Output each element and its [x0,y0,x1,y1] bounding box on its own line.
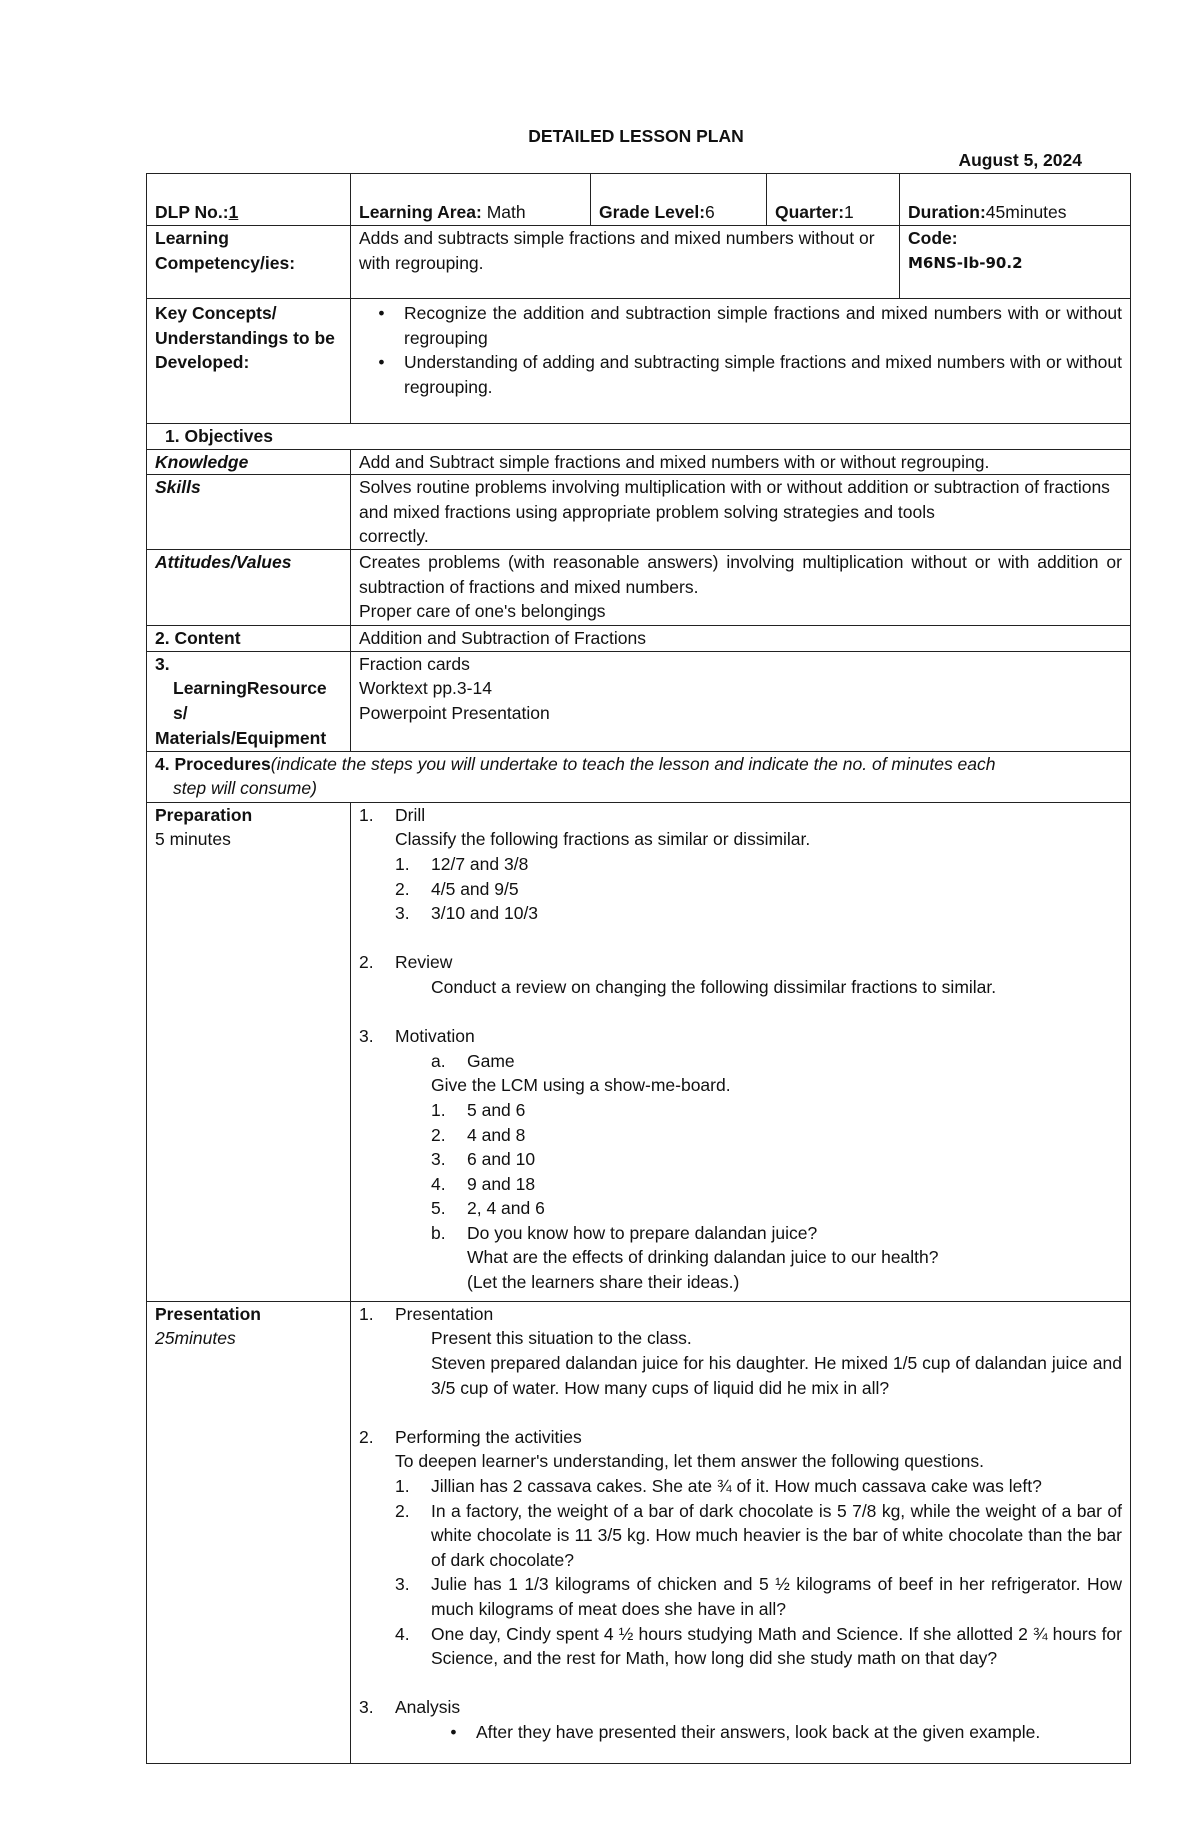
key-concepts-cell [351,299,1131,424]
quarter-cell: Quarter:1 [767,174,900,226]
list-item: Fraction cards [359,653,470,674]
key-concepts-row [147,299,1131,424]
list-item: 3. 3/10 and 10/3 [395,903,539,924]
content-text: Addition and Subtraction of Fractions [351,626,1131,652]
list-item: 2. Performing the activities [359,1426,582,1447]
procedures-heading: 4. Procedures(indicate the steps you will undertake to teach the lesson and indicate the no. of minutes each step will consume) [147,751,1131,802]
presentation-cell: 1. Presentation Present this situation to the class. Steven prepared dalandan juice for his daughter. He mixed 1/5 cup of dalandan juice and 3/5 cup of water. How many cups of liquid did he mix in all? 2. Performing the activities To deepen learner's understanding, let them answer the following questions. 1. Jillian has 2 cassava cakes. She ate ¾ of it. How much cassava cake was left? 2. In a factory, the weight of a bar of dark chocolate is 5 7/8 kg, while the weight of a bar of white chocolate is 11 3/5 kg. How much heavier is the bar of white chocolate than the bar of dark chocolate? 3. Julie has 1 1/3 kilograms of chicken and 5 ½ kilograms of beef in her refrigerator. How much kilograms of meat does she have in all? 4. One day, Cindy spent 4 ½ hours studying Math and Science. If she allotted 2 ¾ hours for Science, and the rest for Math, how long did she study math on that day? 3. Analysis • After they have presented their answers, look back at the given example. [351,1301,1131,1763]
list-item: 2. 4 and 8 [431,1124,526,1145]
preparation-time: 5 minutes [155,829,231,850]
knowledge-text: Add and Subtract simple fractions and mixed numbers with or without regrouping. [351,449,1131,475]
presentation-label: Presentation [155,1303,261,1324]
preparation-cell: 1. Drill Classify the following fractions as similar or dissimilar. 1. 12/7 and 3/8 2. 4/5 and 9/5 3. 3/10 and 10/3 2. Review Conduct a review on changing the following dissimilar fractions to similar. 3. Motivation a. Game Give the LCM using a show-me-board. 1. 5 and 6 2. 4 and 8 3. 6 and 10 4. 9 and 18 5. 2, 4 and 6 b. Do you know how to prepare dalandan juice? What are the effects of drinking dalandan juice to our health? (Let the learners share their ideas.) [351,802,1131,1301]
competency-row [147,226,1131,299]
skills-cell: Solves routine problems involving multiplication with or without addition or subtraction of fractions and mixed fractions using appropriate problem solving strategies and tools correctly. [351,475,1131,550]
preparation-row [147,802,1131,1301]
grade-level-cell: Grade Level:6 [591,174,767,226]
attitudes-cell: Creates problems (with reasonable answers) involving multiplication without or with addition or subtraction of fractions and mixed numbers. Proper care of one's belongings [351,550,1131,626]
list-item: 1. Jillian has 2 cassava cakes. She ate ¾ of it. How much cassava cake was left? [395,1475,1042,1496]
list-item: • Understanding of adding and subtracting simple fractions and mixed numbers with or without regrouping. [378,352,1122,397]
list-item: Powerpoint Presentation [359,702,550,723]
presentation-time: 25minutes [155,1328,236,1349]
presentation-row [147,1301,1131,1763]
list-item: 1. 5 and 6 [431,1099,526,1120]
document-date: August 5, 2024 [958,150,1082,170]
code-cell: Code: M6NS-Ib-90.2 [900,226,1131,299]
header-row [147,174,1131,226]
list-item: 3. Motivation [359,1026,475,1047]
list-item: 4. One day, Cindy spent 4 ½ hours studying Math and Science. If she allotted 2 ¾ hours for Science, and the rest for Math, how long did she study math on that day? [395,1623,1122,1669]
presentation-label-cell [147,1301,351,1763]
skills-text: Solves routine problems involving multiplication with or without addition or subtraction of fractions and mixed fractions using appropriate problem solving strategies and tools [359,477,1110,522]
learning-area-value: Math [481,202,526,223]
dlp-number-cell: DLP No.:1 [147,174,351,226]
list-item: 5. 2, 4 and 6 [431,1198,545,1219]
list-item: 1. Presentation [359,1303,494,1324]
list-item: 2. 4/5 and 9/5 [395,878,519,899]
list-item: • Recognize the addition and subtraction simple fractions and mixed numbers with or without regrouping [378,303,1122,348]
attitudes-label: Attitudes/Values [147,550,351,626]
competency-code: M6NS-Ib-90.2 [908,253,1023,272]
list-item: 4. 9 and 18 [431,1173,536,1194]
skills-row [147,475,1131,550]
list-item: 3. Julie has 1 1/3 kilograms of chicken and 5 ½ kilograms of beef in her refrigerator. How much kilograms of meat does she have in all? [395,1574,1122,1619]
objectives-heading-row [147,424,1131,450]
objectives-heading: 1. Objectives [147,424,1131,450]
list-item: 3. 6 and 10 [431,1149,536,1170]
learning-area-cell: Learning Area: Math [351,174,591,226]
key-concepts-label: Key Concepts/ Understandings to be Developed: [147,299,351,424]
attitudes-text: Creates problems (with reasonable answers) involving multiplication without or with addition or subtraction of fractions and mixed numbers. [359,552,1122,597]
content-label: 2. Content [147,626,351,652]
preparation-label-cell [147,802,351,1301]
knowledge-label: Knowledge [147,449,351,475]
document-title: DETAILED LESSON PLAN [528,126,744,146]
list-item: a. Game [431,1050,515,1071]
resources-list [351,651,1131,751]
resources-label: 3. LearningResource s/ Materials/Equipment [147,651,351,751]
list-item: 1. Drill [359,804,426,825]
list-item: • After they have presented their answers, look back at the given example. [450,1721,1041,1742]
dlp-number: 1 [228,202,239,223]
preparation-label: Preparation [155,804,253,825]
list-item: 2. Review [359,952,453,973]
skills-label: Skills [147,475,351,550]
knowledge-row [147,449,1131,475]
list-item: 3. Analysis [359,1697,461,1718]
list-item: Worktext pp.3-14 [359,678,492,699]
quarter-value: 1 [844,202,854,223]
resources-row [147,651,1131,751]
attitudes-row [147,550,1131,626]
lesson-plan-table [146,173,1131,1764]
list-item: 2. In a factory, the weight of a bar of dark chocolate is 5 7/8 kg, while the weight of a bar of white chocolate is 11 3/5 kg. How much heavier is the bar of white chocolate than the bar of dark chocolate? [395,1500,1122,1570]
competency-text: Adds and subtracts simple fractions and mixed numbers without or with regrouping. [351,226,900,299]
duration-value: 45minutes [985,202,1067,223]
list-item: b. Do you know how to prepare dalandan juice? [431,1222,818,1243]
grade-level-value: 6 [705,202,715,223]
list-item: 1. 12/7 and 3/8 [395,853,529,874]
duration-cell: Duration:45minutes [900,174,1131,226]
content-row [147,626,1131,652]
procedures-heading-row [147,751,1131,802]
competency-label: Learning Competency/ies: [147,226,351,299]
